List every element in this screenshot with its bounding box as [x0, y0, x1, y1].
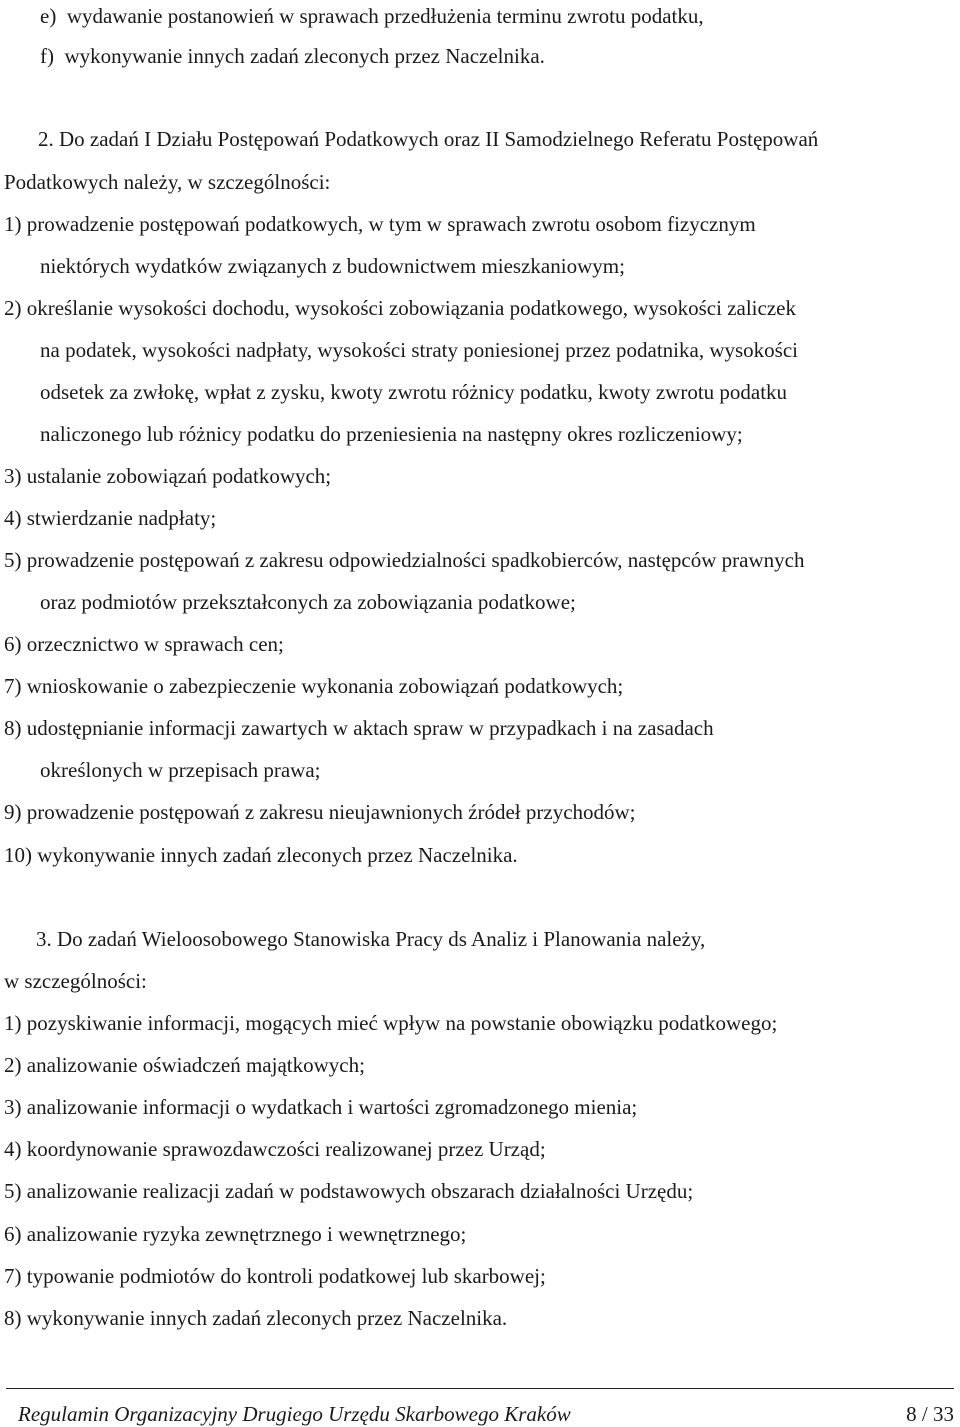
page-number: 8 / 33 — [906, 1402, 954, 1426]
s3-item-3: 3) analizowanie informacji o wydatkach i wartości zgromadzonego mienia; — [4, 1095, 638, 1119]
s2-item-1-line1: 1) prowadzenie postępowań podatkowych, w tym w sprawach zwrotu osobom fizycznym — [4, 212, 756, 236]
s3-item-2: 2) analizowanie oświadczeń majątkowych; — [4, 1053, 365, 1077]
s3-item-4: 4) koordynowanie sprawozdawczości realizowanej przez Urząd; — [4, 1137, 546, 1161]
s2-item-5-line2: oraz podmiotów przekształconych za zobowiązania podatkowe; — [40, 590, 576, 614]
footer-title: Regulamin Organizacyjny Drugiego Urzędu Skarbowego Kraków — [18, 1402, 571, 1426]
s3-item-7: 7) typowanie podmiotów do kontroli podatkowej lub skarbowej; — [4, 1264, 546, 1288]
footer-divider — [6, 1388, 954, 1389]
s3-item-6: 6) analizowanie ryzyka zewnętrznego i wewnętrznego; — [4, 1222, 467, 1246]
section3-heading-line2: w szczególności: — [4, 969, 147, 993]
s3-item-5: 5) analizowanie realizacji zadań w podstawowych obszarach działalności Urzędu; — [4, 1179, 694, 1203]
section2-heading-line2: Podatkowych należy, w szczególności: — [4, 170, 331, 194]
section3-heading-line1: 3. Do zadań Wieloosobowego Stanowiska Pracy ds Analiz i Planowania należy, — [36, 927, 706, 951]
s2-item-4: 4) stwierdzanie nadpłaty; — [4, 506, 217, 530]
s2-item-2-line1: 2) określanie wysokości dochodu, wysokości zobowiązania podatkowego, wysokości zaliczek — [4, 296, 796, 320]
s2-item-2-line4: naliczonego lub różnicy podatku do przeniesienia na następny okres rozliczeniowy; — [40, 422, 743, 446]
s2-item-1-line2: niektórych wydatków związanych z budownictwem mieszkaniowym; — [40, 254, 625, 278]
s2-item-7: 7) wnioskowanie o zabezpieczenie wykonania zobowiązań podatkowych; — [4, 674, 624, 698]
s2-item-8-line2: określonych w przepisach prawa; — [40, 758, 321, 782]
s2-item-10: 10) wykonywanie innych zadań zleconych przez Naczelnika. — [4, 843, 518, 867]
s2-item-9: 9) prowadzenie postępowań z zakresu nieujawnionych źródeł przychodów; — [4, 800, 636, 824]
s2-item-2-line2: na podatek, wysokości nadpłaty, wysokości straty poniesionej przez podatnika, wysokości — [40, 338, 798, 362]
section2-heading-line1: 2. Do zadań I Działu Postępowań Podatkowych oraz II Samodzielnego Referatu Postępowań — [38, 127, 819, 151]
list-item-e: e) wydawanie postanowień w sprawach przedłużenia terminu zwrotu podatku, — [40, 4, 704, 28]
s2-item-2-line3: odsetek za zwłokę, wpłat z zysku, kwoty zwrotu różnicy podatku, kwoty zwrotu podatku — [40, 380, 788, 404]
s2-item-8-line1: 8) udostępnianie informacji zawartych w aktach spraw w przypadkach i na zasadach — [4, 716, 714, 740]
s3-item-8: 8) wykonywanie innych zadań zleconych przez Naczelnika. — [4, 1306, 508, 1330]
list-item-f: f) wykonywanie innych zadań zleconych przez Naczelnika. — [40, 44, 545, 68]
s2-item-3: 3) ustalanie zobowiązań podatkowych; — [4, 464, 332, 488]
s3-item-1: 1) pozyskiwanie informacji, mogących mieć wpływ na powstanie obowiązku podatkowego; — [4, 1011, 778, 1035]
s2-item-5-line1: 5) prowadzenie postępowań z zakresu odpowiedzialności spadkobierców, następców prawnych — [4, 548, 805, 572]
s2-item-6: 6) orzecznictwo w sprawach cen; — [4, 632, 284, 656]
